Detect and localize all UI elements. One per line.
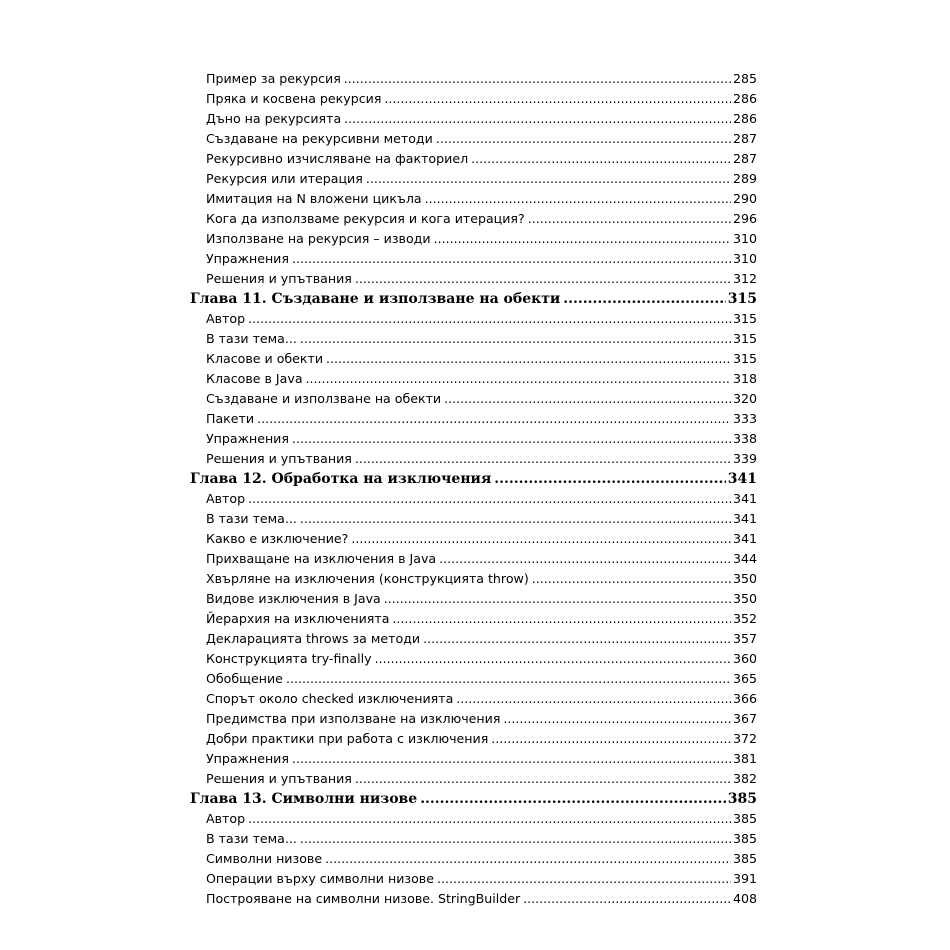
toc-dot-leader	[528, 209, 731, 229]
toc-entry-title: Дъно на рекурсията	[206, 111, 342, 126]
toc-entry-title: Автор	[206, 311, 246, 326]
table-of-contents	[190, 69, 757, 909]
toc-entry	[190, 349, 757, 369]
toc-entry-title: Обобщение	[206, 671, 283, 686]
toc-page-number: 381	[732, 751, 757, 766]
toc-dot-leader	[439, 549, 731, 569]
toc-entry	[190, 89, 757, 109]
toc-entry	[190, 729, 757, 749]
toc-dot-leader	[300, 829, 731, 849]
toc-dot-leader	[292, 749, 731, 769]
toc-page-number: 286	[732, 91, 757, 106]
toc-chapter-title: Глава 13. Символни низове	[190, 791, 418, 807]
toc-dot-leader	[292, 429, 731, 449]
toc-dot-leader	[366, 169, 731, 189]
toc-page-number: 341	[732, 491, 757, 506]
toc-entry	[190, 649, 757, 669]
toc-entry	[190, 629, 757, 649]
toc-entry-title: Предимства при използване на изключения	[206, 711, 501, 726]
toc-entry	[190, 589, 757, 609]
toc-entry-title: Решения и упътвания	[206, 771, 352, 786]
toc-entry	[190, 269, 757, 289]
toc-dot-leader	[300, 329, 731, 349]
toc-entry-title: Пряка и косвена рекурсия	[206, 91, 382, 106]
toc-page-number: 310	[732, 251, 757, 266]
toc-dot-leader	[325, 849, 731, 869]
toc-dot-leader	[384, 89, 731, 109]
toc-dot-leader	[437, 869, 731, 889]
toc-entry-title: Конструкцията try-finally	[206, 651, 372, 666]
toc-page-number: 385	[727, 791, 757, 807]
toc-entry	[190, 609, 757, 629]
toc-entry-title: Рекурсивно изчисляване на факториел	[206, 151, 469, 166]
toc-page-number: 287	[732, 131, 757, 146]
toc-entry-title: Упражнения	[206, 251, 289, 266]
toc-page-number: 360	[732, 651, 757, 666]
toc-entry	[190, 329, 757, 349]
toc-entry	[190, 129, 757, 149]
toc-dot-leader	[523, 889, 731, 909]
toc-dot-leader	[248, 309, 731, 329]
toc-page-number: 350	[732, 571, 757, 586]
toc-entry	[190, 749, 757, 769]
toc-page-number: 341	[727, 471, 757, 487]
toc-entry	[190, 249, 757, 269]
toc-entry	[190, 849, 757, 869]
toc-entry	[190, 449, 757, 469]
toc-entry-title: Упражнения	[206, 751, 289, 766]
toc-page-number: 382	[732, 771, 757, 786]
toc-entry-title: Създаване на рекурсивни методи	[206, 131, 433, 146]
toc-entry	[190, 409, 757, 429]
toc-entry	[190, 389, 757, 409]
toc-entry	[190, 109, 757, 129]
toc-dot-leader	[344, 109, 731, 129]
toc-page-number: 318	[732, 371, 757, 386]
toc-dot-leader	[344, 69, 731, 89]
toc-dot-leader	[300, 509, 731, 529]
toc-dot-leader	[292, 249, 731, 269]
toc-dot-leader	[384, 589, 731, 609]
toc-dot-leader	[351, 529, 731, 549]
toc-entry	[190, 189, 757, 209]
toc-dot-leader	[491, 729, 731, 749]
toc-entry-title: Имитация на N вложени цикъла	[206, 191, 422, 206]
toc-entry-title: Използване на рекурсия – изводи	[206, 231, 431, 246]
toc-entry-title: Създаване и използване на обекти	[206, 391, 442, 406]
toc-entry-title: Спорът около checked изключенията	[206, 691, 454, 706]
toc-dot-leader	[503, 709, 731, 729]
toc-dot-leader	[436, 129, 731, 149]
toc-page-number: 341	[732, 511, 757, 526]
toc-dot-leader	[420, 789, 726, 809]
toc-page-number: 289	[732, 171, 757, 186]
toc-entry-title: Решения и упътвания	[206, 451, 352, 466]
toc-dot-leader	[375, 649, 731, 669]
toc-dot-leader	[456, 689, 731, 709]
toc-entry-title: Хвърляне на изключения (конструкцията throw)	[206, 571, 529, 586]
toc-page-number: 350	[732, 591, 757, 606]
toc-page-number: 285	[732, 71, 757, 86]
toc-entry-title: Решения и упътвания	[206, 271, 352, 286]
toc-dot-leader	[434, 229, 731, 249]
toc-page-number: 408	[732, 891, 757, 906]
toc-dot-leader	[326, 349, 731, 369]
toc-entry-title: Упражнения	[206, 431, 289, 446]
toc-dot-leader	[444, 389, 731, 409]
toc-page-number: 312	[732, 271, 757, 286]
toc-dot-leader	[306, 369, 731, 389]
toc-entry	[190, 889, 757, 909]
toc-page-number: 366	[732, 691, 757, 706]
toc-entry	[190, 769, 757, 789]
toc-entry-title: Класове и обекти	[206, 351, 324, 366]
toc-page-number: 352	[732, 611, 757, 626]
toc-entry-title: В тази тема...	[206, 331, 297, 346]
toc-entry-title: Рекурсия или итерация	[206, 171, 363, 186]
toc-page-number: 357	[732, 631, 757, 646]
toc-entry	[190, 529, 757, 549]
toc-entry-title: Добри практики при работа с изключения	[206, 731, 489, 746]
toc-page-number: 315	[732, 331, 757, 346]
toc-page-number: 341	[732, 531, 757, 546]
toc-entry	[190, 509, 757, 529]
toc-entry	[190, 689, 757, 709]
toc-dot-leader	[257, 409, 731, 429]
toc-entry-title: Кога да използваме рекурсия и кога итерация?	[206, 211, 525, 226]
toc-entry-title: Йерархия на изключенията	[206, 611, 390, 626]
toc-entry	[190, 229, 757, 249]
toc-chapter-entry	[190, 789, 757, 809]
toc-page-number: 391	[732, 871, 757, 886]
toc-entry-title: Прихващане на изключения в Java	[206, 551, 437, 566]
toc-dot-leader	[425, 189, 731, 209]
toc-page-number: 385	[732, 811, 757, 826]
toc-dot-leader	[563, 289, 725, 309]
toc-dot-leader	[392, 609, 731, 629]
toc-chapter-entry	[190, 469, 757, 489]
toc-dot-leader	[532, 569, 731, 589]
toc-entry-title: Декларацията throws за методи	[206, 631, 421, 646]
toc-dot-leader	[355, 769, 731, 789]
toc-page-number: 367	[732, 711, 757, 726]
toc-page-number: 320	[732, 391, 757, 406]
toc-entry-title: Пример за рекурсия	[206, 71, 341, 86]
toc-entry	[190, 869, 757, 889]
toc-page-number: 287	[732, 151, 757, 166]
toc-dot-leader	[494, 469, 725, 489]
toc-page-number: 365	[732, 671, 757, 686]
toc-entry	[190, 569, 757, 589]
toc-entry	[190, 429, 757, 449]
toc-entry-title: Символни низове	[206, 851, 323, 866]
toc-entry-title: Автор	[206, 491, 246, 506]
toc-entry-title: Операции върху символни низове	[206, 871, 434, 886]
toc-entry	[190, 309, 757, 329]
toc-entry	[190, 489, 757, 509]
toc-entry-title: В тази тема...	[206, 831, 297, 846]
toc-dot-leader	[355, 269, 731, 289]
toc-dot-leader	[355, 449, 731, 469]
toc-page-number: 286	[732, 111, 757, 126]
toc-chapter-title: Глава 12. Обработка на изключения	[190, 471, 492, 487]
toc-entry	[190, 669, 757, 689]
toc-entry	[190, 149, 757, 169]
toc-dot-leader	[248, 489, 731, 509]
toc-page-number: 310	[732, 231, 757, 246]
toc-entry	[190, 369, 757, 389]
toc-entry	[190, 809, 757, 829]
toc-entry-title: Какво е изключение?	[206, 531, 349, 546]
toc-page-number: 315	[727, 291, 757, 307]
toc-entry-title: Пакети	[206, 411, 255, 426]
toc-page-number: 344	[732, 551, 757, 566]
toc-entry	[190, 709, 757, 729]
toc-entry	[190, 69, 757, 89]
toc-entry-title: Класове в Java	[206, 371, 303, 386]
toc-page-number: 315	[732, 351, 757, 366]
toc-page-number: 372	[732, 731, 757, 746]
toc-dot-leader	[471, 149, 731, 169]
toc-chapter-title: Глава 11. Създаване и използване на обекти	[190, 291, 561, 307]
toc-entry-title: Видове изключения в Java	[206, 591, 381, 606]
toc-page-number: 338	[732, 431, 757, 446]
toc-page-number: 385	[732, 831, 757, 846]
toc-entry	[190, 209, 757, 229]
toc-page-number: 339	[732, 451, 757, 466]
toc-page-number: 315	[732, 311, 757, 326]
toc-entry	[190, 549, 757, 569]
toc-page-number: 296	[732, 211, 757, 226]
toc-entry	[190, 829, 757, 849]
toc-dot-leader	[423, 629, 731, 649]
toc-entry-title: В тази тема...	[206, 511, 297, 526]
toc-dot-leader	[286, 669, 731, 689]
toc-dot-leader	[248, 809, 731, 829]
toc-entry-title: Построяване на символни низове. StringBuilder	[206, 891, 521, 906]
toc-entry	[190, 169, 757, 189]
toc-page-number: 333	[732, 411, 757, 426]
toc-page-number: 290	[732, 191, 757, 206]
toc-entry-title: Автор	[206, 811, 246, 826]
toc-page-number: 385	[732, 851, 757, 866]
toc-chapter-entry	[190, 289, 757, 309]
